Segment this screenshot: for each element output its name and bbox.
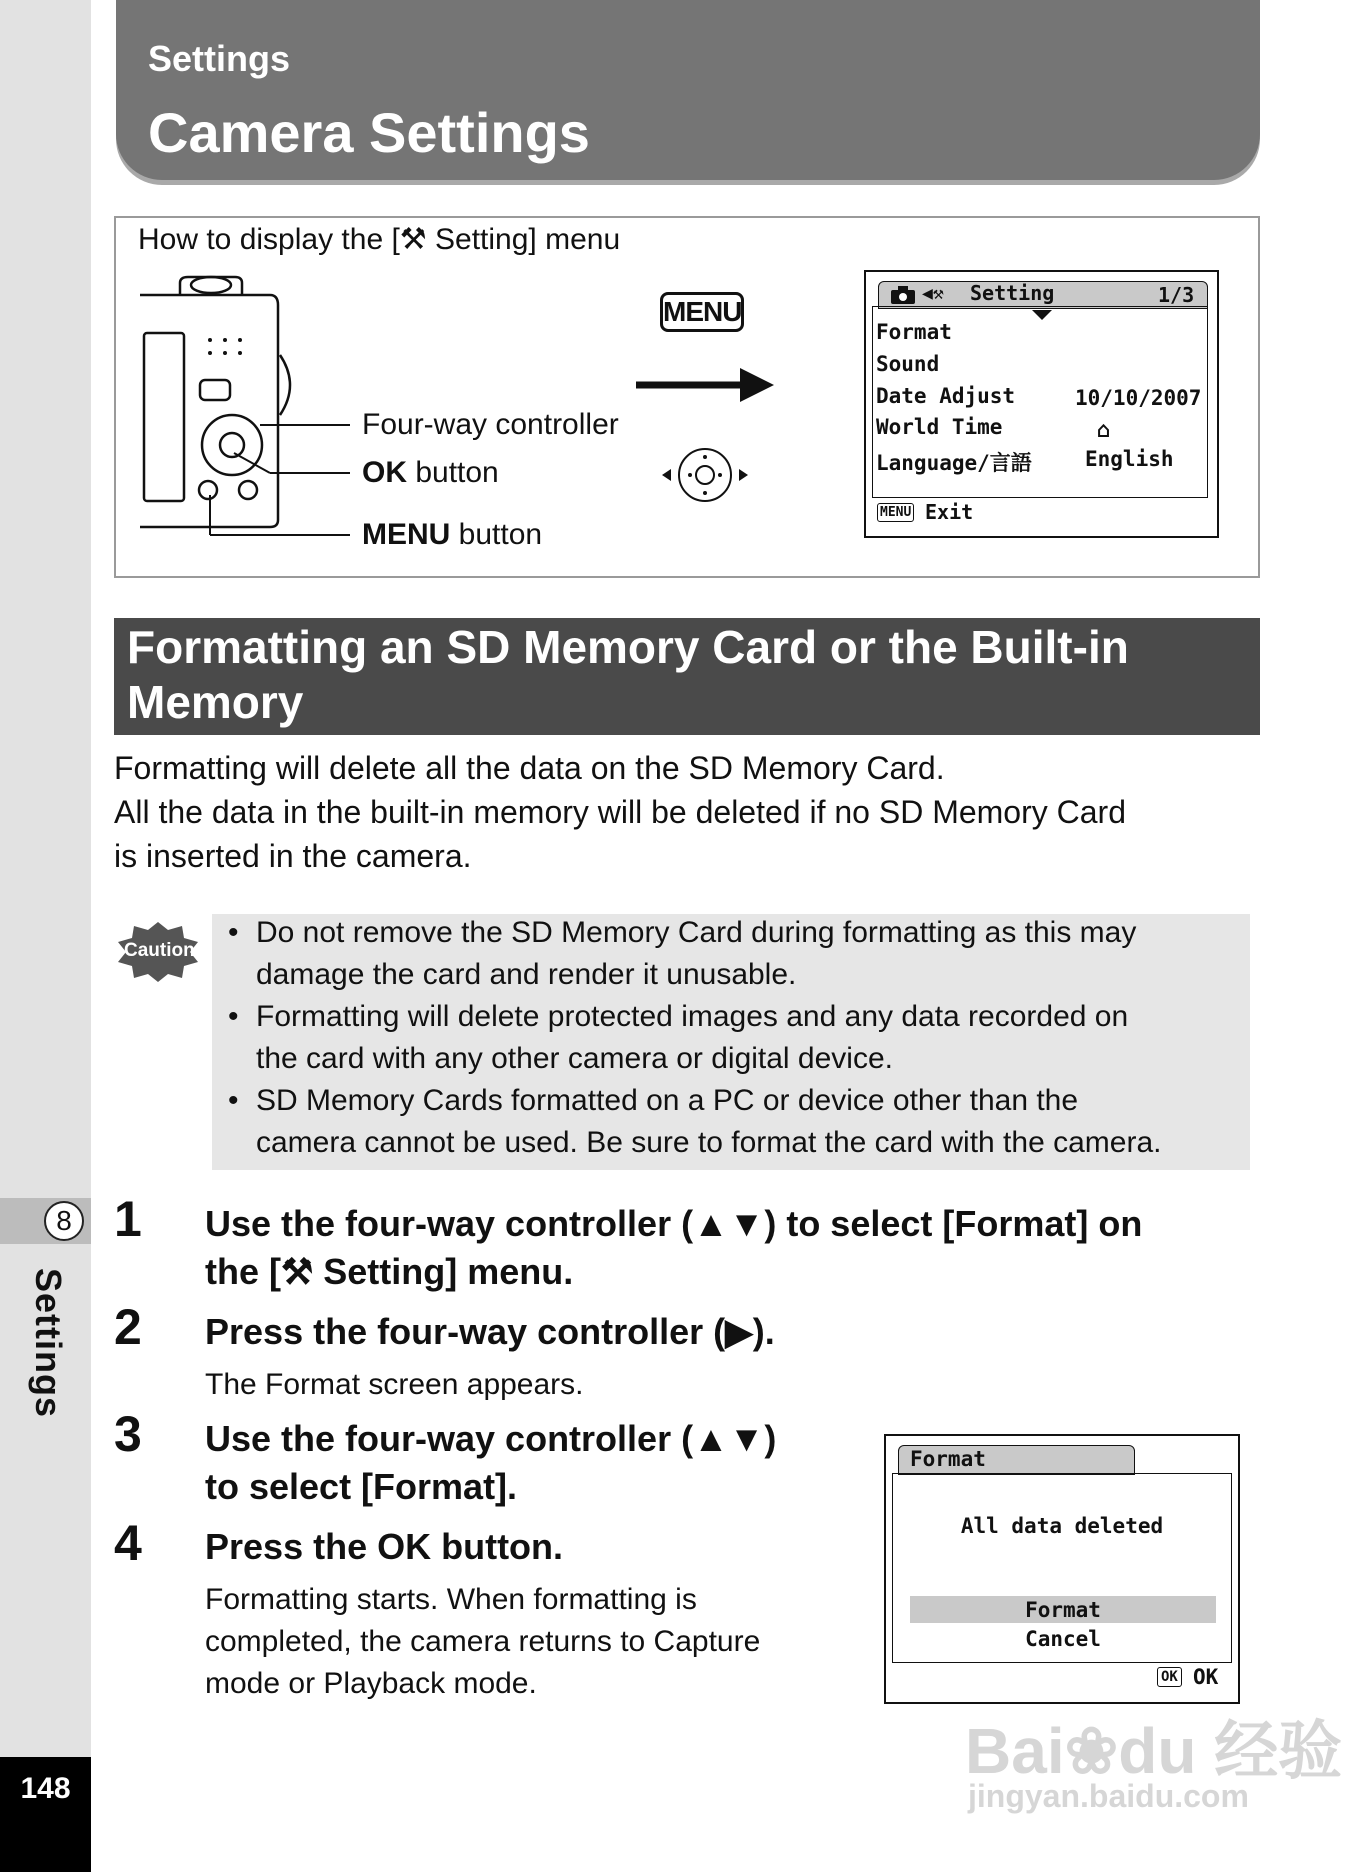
sidebar [0,0,91,1872]
intro-line-2: All the data in the built-in memory will be deleted if no SD Memory Card [114,794,1126,830]
bullet-icon: • [228,1000,239,1033]
baidu-watermark-url: jingyan.baidu.com [968,1778,1249,1814]
step-3-line1: Use the four-way controller (▲▼) [205,1418,777,1459]
chapter-label: Settings [28,1268,69,1419]
step-1-number: 1 [114,1191,142,1247]
ok-glyph: OK [362,456,407,489]
menu-glyph: MENU [362,518,451,551]
ok-key-icon: OK [1157,1667,1182,1687]
intro-line-3: is inserted in the camera. [114,838,472,874]
setting-page-indicator: 1/3 [1158,283,1195,307]
camera-tab-icon [890,285,916,305]
section-title-line2: Memory [127,676,304,728]
step-3-line2: to select [Format]. [205,1466,518,1507]
caution-badge-text: Caution [124,940,195,961]
setting-item-language: Language/言語 [876,451,1032,475]
bullet-icon: • [228,916,239,949]
setting-item-world-time: World Time [876,415,1003,439]
home-icon: ⌂ [1097,418,1111,443]
language-value: English [1085,447,1174,471]
menu-key-icon: MENU [660,292,744,332]
step-2-line1: Press the four-way controller (▶). [205,1311,775,1352]
caution-1-line2: damage the card and render it unusable. [256,958,797,991]
header-section: Settings [148,38,291,79]
step-2-sub: The Format screen appears. [205,1368,584,1401]
page-number: 148 [20,1772,71,1805]
format-option-cancel[interactable]: Cancel [1025,1627,1101,1651]
format-tab-label: Format [910,1447,986,1471]
setting-tab-label: Setting [970,281,1055,305]
format-message: All data deleted [960,1514,1164,1538]
callout-lines [200,415,360,545]
info-box-title: How to display the [⚒ Setting] menu [138,223,621,256]
menu-button-suffix: button [450,518,543,551]
step-4-text-b: button. [431,1526,564,1567]
setting-item-date-adjust: Date Adjust [876,384,1016,408]
ok-button-label [362,456,499,490]
section-title-line1: Formatting an SD Memory Card or the Built-in [127,621,1129,673]
setting-item-sound: Sound [876,352,940,376]
caution-3-line2: camera cannot be used. Be sure to format the card with the camera. [256,1126,1162,1159]
section-title [127,620,1247,730]
ok-glyph: OK [377,1526,432,1567]
intro-line-1: Formatting will delete all the data on the SD Memory Card. [114,750,945,786]
step-4-sub-1: Formatting starts. When formatting is [205,1583,697,1616]
menu-button-label [362,518,542,552]
step-4-text-a: Press the [205,1526,378,1567]
page-title: Camera Settings [148,101,590,164]
step-4-line1 [205,1526,563,1568]
wrench-tab-icon: ◀⚒ [922,283,944,304]
baidu-watermark-logo: Bai❀du 经验 [965,1715,1343,1787]
chevron-down-icon [1032,310,1052,320]
caution-2-line1: Formatting will delete protected images and any data recorded on [256,1000,1129,1033]
four-way-controller-label: Four-way controller [362,408,619,441]
chapter-number: 8 [44,1201,84,1241]
step-4-number: 4 [114,1515,142,1571]
bullet-icon: • [228,1084,239,1117]
step-4-sub-3: mode or Playback mode. [205,1667,537,1700]
ok-button-suffix: button [407,456,499,489]
step-3-number: 3 [114,1406,142,1462]
exit-label: Exit [925,500,974,524]
caution-3-line1: SD Memory Cards formatted on a PC or device other than the [256,1084,1079,1117]
ok-label: OK [1193,1665,1219,1689]
caution-1-line1: Do not remove the SD Memory Card during formatting as this may [256,916,1137,949]
format-option-format[interactable]: Format [1025,1598,1101,1622]
step-2-number: 2 [114,1299,142,1355]
menu-key-small: MENU [877,503,914,522]
date-value: 10/10/2007 [1075,386,1202,410]
caution-2-line2: the card with any other camera or digital device. [256,1042,893,1075]
four-way-controller-icon [660,445,750,505]
step-1-line2: the [⚒ Setting] menu. [205,1251,574,1292]
step-4-sub-2: completed, the camera returns to Capture [205,1625,761,1658]
right-arrow-icon [636,364,776,406]
step-1-line1: Use the four-way controller (▲▼) to select [Format] on [205,1203,1143,1244]
setting-item-format: Format [876,320,952,344]
